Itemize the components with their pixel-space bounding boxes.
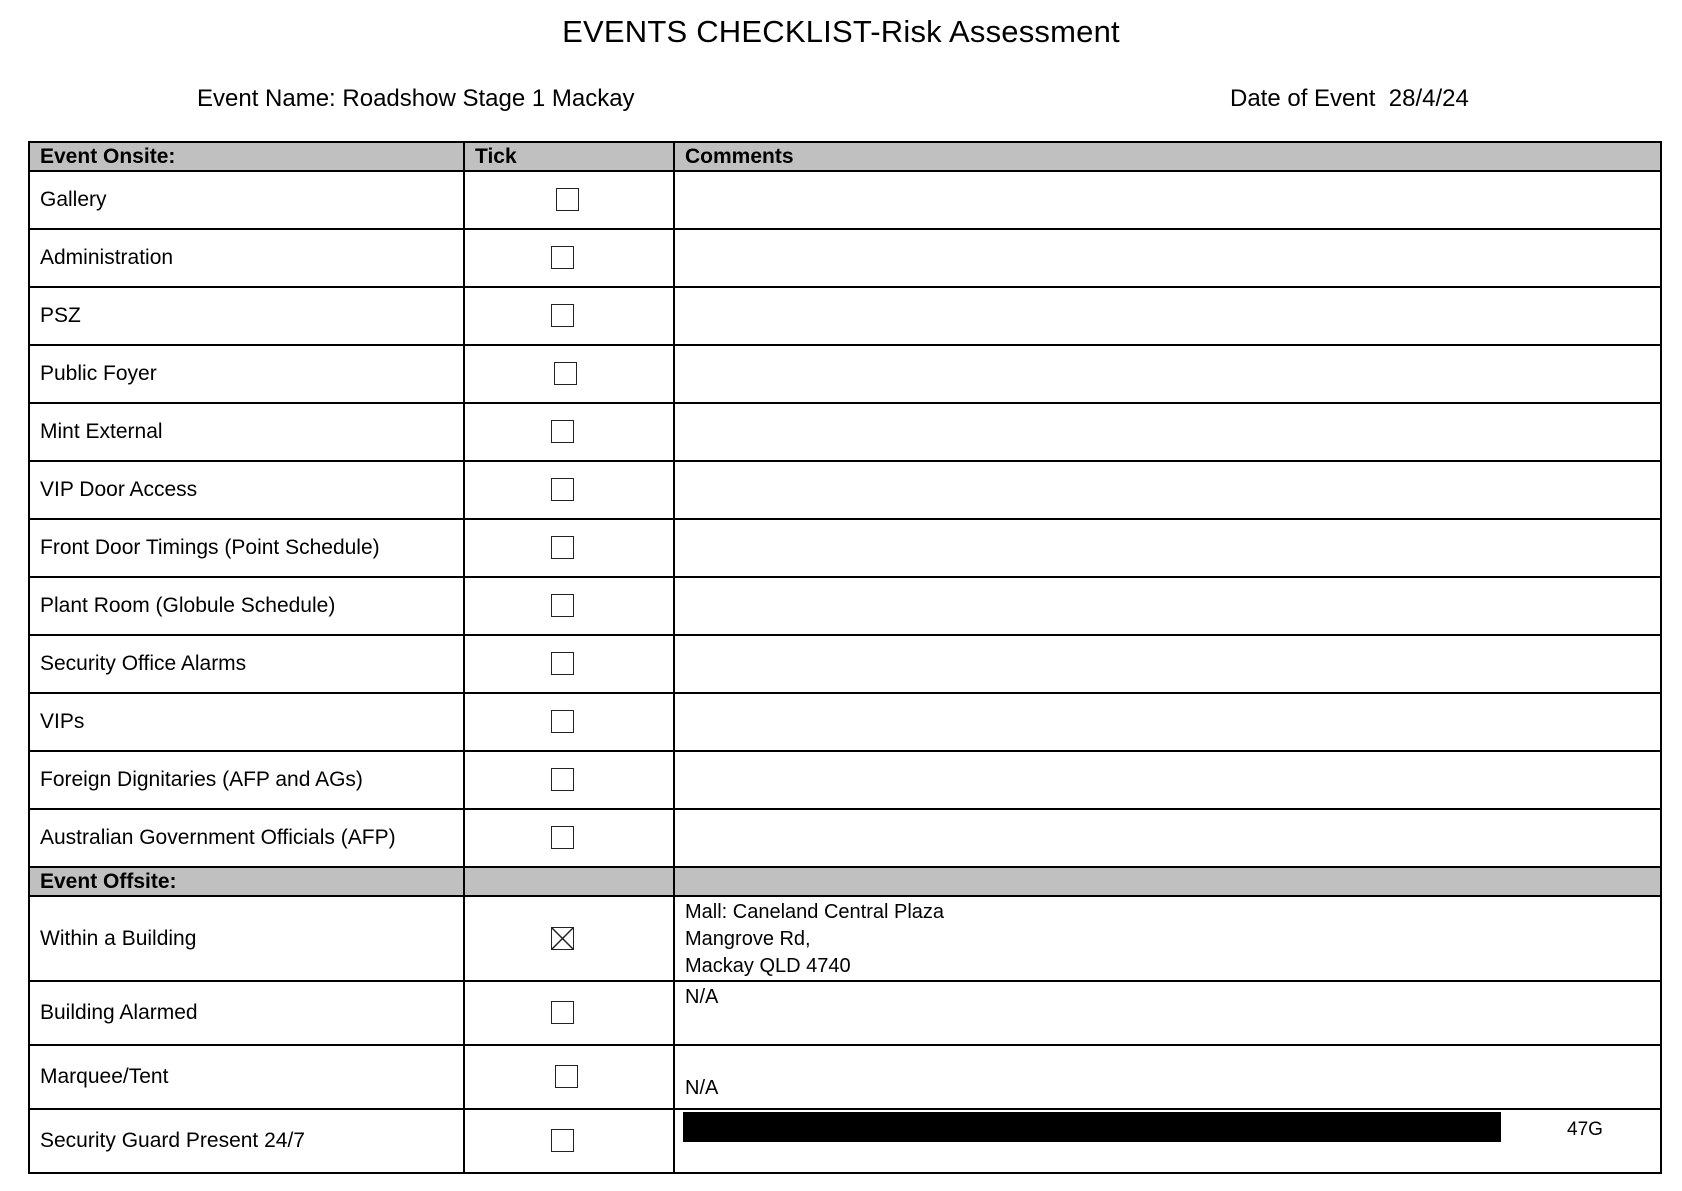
comment-cell[interactable]	[674, 693, 1661, 751]
tick-checkbox[interactable]	[551, 652, 574, 675]
tick-checkbox[interactable]	[551, 768, 574, 791]
tick-checkbox[interactable]	[554, 362, 577, 385]
checklist-row	[29, 519, 1661, 577]
comment-cell[interactable]	[674, 635, 1661, 693]
header-empty-cell	[464, 867, 674, 896]
comment-cell[interactable]	[674, 519, 1661, 577]
tick-checkbox[interactable]	[556, 188, 579, 211]
comment-cell[interactable]	[674, 1045, 1661, 1109]
comment-cell[interactable]	[674, 1109, 1661, 1173]
comment-line: N/A	[685, 1077, 719, 1099]
comment-cell[interactable]	[674, 896, 1661, 981]
comment-cell[interactable]	[674, 171, 1661, 229]
reference-code: 47G	[1567, 1119, 1603, 1140]
tick-cell	[464, 1045, 674, 1109]
header-comments: Comments	[674, 142, 1661, 171]
item-label: Plant Room (Globule Schedule)	[29, 577, 464, 635]
checklist-row	[29, 577, 1661, 635]
tick-cell	[464, 635, 674, 693]
tick-cell	[464, 519, 674, 577]
tick-cell	[464, 403, 674, 461]
item-label: Public Foyer	[29, 345, 464, 403]
checklist-row	[29, 461, 1661, 519]
tick-cell	[464, 229, 674, 287]
tick-checkbox[interactable]	[551, 927, 574, 950]
checklist-row	[29, 693, 1661, 751]
item-label: Foreign Dignitaries (AFP and AGs)	[29, 751, 464, 809]
comment-cell[interactable]	[674, 809, 1661, 867]
item-label: Gallery	[29, 171, 464, 229]
tick-checkbox[interactable]	[551, 420, 574, 443]
tick-checkbox[interactable]	[551, 594, 574, 617]
checklist-row	[29, 751, 1661, 809]
header-tick: Tick	[464, 142, 674, 171]
checklist-row	[29, 809, 1661, 867]
item-label: Marquee/Tent	[29, 1045, 464, 1109]
comment-cell[interactable]	[674, 577, 1661, 635]
document-title: EVENTS CHECKLIST-Risk Assessment	[562, 14, 1120, 49]
comment-line: Mangrove Rd,	[685, 928, 811, 950]
comment-cell[interactable]	[674, 751, 1661, 809]
item-label: Mint External	[29, 403, 464, 461]
tick-cell	[464, 1109, 674, 1173]
event-date: Date of Event 28/4/24	[1230, 85, 1469, 112]
item-label: Within a Building	[29, 896, 464, 981]
item-label: VIP Door Access	[29, 461, 464, 519]
tick-checkbox[interactable]	[551, 536, 574, 559]
comment-line: N/A	[685, 986, 719, 1008]
tick-cell	[464, 171, 674, 229]
header-empty-cell	[674, 867, 1661, 896]
checklist-row	[29, 403, 1661, 461]
header-event-offsite: Event Offsite:	[29, 867, 464, 896]
tick-checkbox[interactable]	[551, 826, 574, 849]
checklist-row	[29, 981, 1661, 1045]
tick-cell	[464, 751, 674, 809]
item-label: Australian Government Officials (AFP)	[29, 809, 464, 867]
item-label: Security Guard Present 24/7	[29, 1109, 464, 1173]
comment-cell[interactable]	[674, 345, 1661, 403]
tick-cell	[464, 896, 674, 981]
comment-line: Mackay QLD 4740	[685, 955, 851, 977]
item-label: Front Door Timings (Point Schedule)	[29, 519, 464, 577]
tick-cell	[464, 981, 674, 1045]
item-label: PSZ	[29, 287, 464, 345]
checkmark-x-icon	[552, 928, 573, 949]
tick-checkbox[interactable]	[555, 1065, 578, 1088]
tick-checkbox[interactable]	[551, 246, 574, 269]
item-label: Administration	[29, 229, 464, 287]
checklist-row	[29, 1109, 1661, 1173]
header-event-onsite: Event Onsite:	[29, 142, 464, 171]
checklist-row	[29, 171, 1661, 229]
checklist-row	[29, 229, 1661, 287]
tick-cell	[464, 345, 674, 403]
comment-line: Mall: Caneland Central Plaza	[685, 901, 945, 923]
checklist-row	[29, 345, 1661, 403]
tick-checkbox[interactable]	[551, 1001, 574, 1024]
checklist-table	[28, 141, 1662, 1174]
table-header-row	[29, 142, 1661, 171]
tick-checkbox[interactable]	[551, 710, 574, 733]
item-label: Building Alarmed	[29, 981, 464, 1045]
checklist-row	[29, 635, 1661, 693]
checklist-row	[29, 287, 1661, 345]
comment-line	[685, 1048, 1650, 1075]
comment-cell[interactable]	[674, 981, 1661, 1045]
tick-checkbox[interactable]	[551, 1129, 574, 1152]
comment-cell[interactable]	[674, 287, 1661, 345]
item-label: VIPs	[29, 693, 464, 751]
comment-cell[interactable]	[674, 229, 1661, 287]
tick-checkbox[interactable]	[551, 478, 574, 501]
comment-cell[interactable]	[674, 403, 1661, 461]
checklist-row	[29, 1045, 1661, 1109]
tick-cell	[464, 809, 674, 867]
tick-checkbox[interactable]	[551, 304, 574, 327]
redaction-bar	[683, 1112, 1501, 1142]
tick-cell	[464, 461, 674, 519]
offsite-header-row	[29, 867, 1661, 896]
item-label: Security Office Alarms	[29, 635, 464, 693]
checklist-row	[29, 896, 1661, 981]
comment-cell[interactable]	[674, 461, 1661, 519]
event-name: Event Name: Roadshow Stage 1 Mackay	[197, 85, 635, 112]
tick-cell	[464, 577, 674, 635]
tick-cell	[464, 693, 674, 751]
tick-cell	[464, 287, 674, 345]
